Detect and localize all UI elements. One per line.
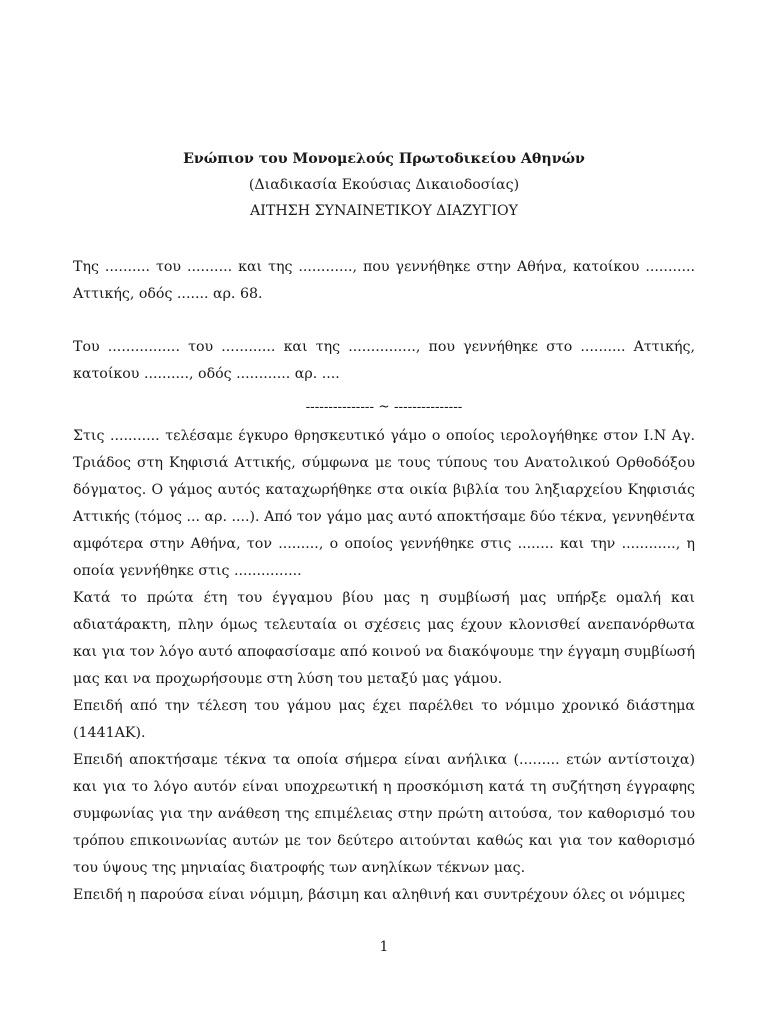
section-separator: --------------- ~ --------------- [305, 399, 463, 415]
document-title: ΑΙΤΗΣΗ ΣΥΝΑΙΝΕΤΙΚΟΥ ΔΙΑΖΥΓΙΟΥ [250, 203, 518, 219]
party-second-applicant [73, 334, 695, 388]
page-number: 1 [379, 939, 389, 955]
party-first-applicant [73, 254, 695, 308]
main-body [73, 423, 695, 909]
document-header [0, 146, 768, 224]
paragraph-breakdown: Κατά το πρώτα έτη του έγγαμου βίου μας η συμβίωσή μας υπήρξε ομαλή και αδιατάρακτη, πλην όμως τελευταία οι σχέσεις μας έχουν κλονισθεί ανεπανόρθωτα και για τον λόγο αυτό αποφασίσαμε από κοινού να διακόψουμε την έγγαμη συμβίωσή μας και να προχωρήσουμε στη λύση του μεταξύ μας γάμου. [73, 590, 695, 687]
court-heading: Ενώπιον του Μονομελούς Πρωτοδικείου Αθηνών [183, 151, 585, 167]
party2-text: Του ................ του ............ και της ..............., που γεννήθηκε στο .......... Αττικής, κατοίκου .........., οδός ............ αρ. .... [73, 339, 695, 382]
procedure-heading: (Διαδικασία Εκούσιας Δικαιοδοσίας) [248, 177, 520, 193]
paragraph-duration: Επειδή από την τέλεση του γάμου μας έχει παρέλθει το νόμιμο χρονικό διάστημα (1441ΑΚ). [73, 698, 695, 741]
party1-text: Της .......... του .......... και της ............, που γεννήθηκε στην Αθήνα, κατοίκου ........... Αττικής, οδός ....... αρ. 68. [73, 259, 695, 302]
paragraph-legality: Επειδή η παρούσα είναι νόμιμη, βάσιμη και αληθινή και συντρέχουν όλες οι νόμιμες [73, 887, 686, 903]
paragraph-children: Επειδή αποκτήσαμε τέκνα τα οποία σήμερα είναι ανήλικα (......... ετών αντίστοιχα) και για το λόγο αυτόν είναι υποχρεωτική η προσκόμιση κατά τη συζήτηση έγγραφης συμφωνίας για την ανάθεση της επιμέλειας στην πρώτη αιτούσα, τον καθορισμό του τρόπου επικοινωνίας αυτών με τον δεύτερο αιτούνται καθώς και για τον καθορισμό του ύψους της μηνιαίας διατροφής των ανηλίκων τέκνων μας. [73, 752, 695, 876]
paragraph-marriage: Στις ........... τελέσαμε έγκυρο θρησκευτικό γάμο ο οποίος ιερολογήθηκε στον Ι.Ν Αγ. Τριάδος στη Κηφισιά Αττικής, σύμφωνα με τους τύπους του Ανατολικού Ορθοδόξου δόγματος. Ο γάμος αυτός καταχωρήθηκε στα οικία βιβλία του ληξιαρχείου Κηφισιάς Αττικής (τόμος ... αρ. ....). Από τον γάμο μας αυτό αποκτήσαμε δύο τέκνα, γεννηθέντα αμφότερα στην Αθήνα, τον ........., ο οποίος γεννήθηκε στις ........ και την ............, η οποία γεννήθηκε στις ............... [73, 428, 695, 579]
